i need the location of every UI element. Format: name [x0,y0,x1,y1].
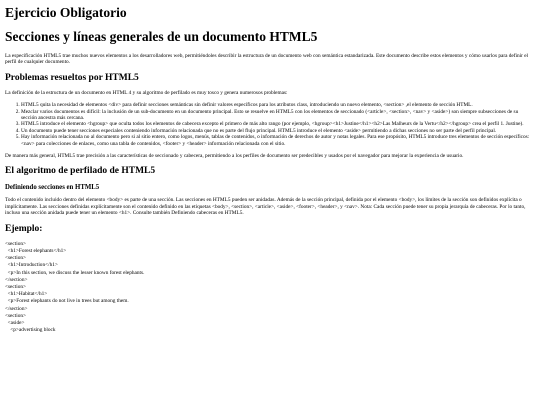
code-line: <section> [5,312,26,319]
problems-intro: La definición de la estructura de un documento en HTML 4 y su algoritmo de perfilado es muy tosco y genera numerosos problemas: [5,89,288,96]
list-item: 1. HTML5 quita la necesidad de elementos <div> para definir secciones semánticas sin definir valores específicos para los atributos class, introduciendo un nuevo elemento, <section> ,el elemento de sección HTML. [21,102,535,108]
problems-heading: Problemas resueltos por HTML5 [5,72,139,83]
list-item: 4. Un documento puede tener secciones especiales conteniendo información relacionada que no es parte del flujo principal. HTML5 introduce el elemento <aside> permitiendo a dichas secciones no ser parte del perfil principal. [21,128,535,134]
document-title: Secciones y líneas generales de un documento HTML5 [5,29,318,44]
code-line: <section> [5,255,26,262]
list-item: 2. Mezclar varios documentos es difícil: la inclusión de un sub-documento en un documento principal. Esto se resuelve en HTML5 con los elementos de seccionado (<article>, <section>, <nav> y <aside>) son siempre subsecciones de su sección ancestra más cercana. [21,109,535,122]
list-item: 3. HTML5 introduce el elemento <hgroup> que oculta todos los elementos de cabecera excepto el primero de más alto rango (por ejemplo, <hgroup><h1>Justine</h1><h2>Las Malheurs de la Vertu</h2></hgroup> crea el perfil 1. Justine). [21,121,535,127]
algorithm-subheading: Definiendo secciones en HTML5 [5,184,100,192]
problems-closing: De manera más general, HTML5 trae precisión a las características de seccionado y cabecera, permitiendo a los perfiles de documento ser predecibles y usados por el navegador para mejorar la experiencia de usuario. [5,153,464,160]
example-code [5,241,535,335]
code-line: <h1>Introduction</h1> [5,262,58,269]
code-line: <section> [5,240,26,247]
code-line: <p>Forest elephants do not live in trees but among them. [5,298,129,305]
algorithm-heading: El algoritmo de perfilado de HTML5 [5,166,156,177]
code-line: </section> [5,276,28,283]
code-line: <section> [5,283,26,290]
code-line: </section> [5,305,28,312]
code-line: <p>advertising block [5,327,56,334]
example-heading: Ejemplo: [5,223,43,234]
code-line: <p>In this section, we discuss the lesser known forest elephants. [5,269,145,276]
algorithm-paragraph: Todo el contenido incluido dentro del elemento <body> es parte de una sección. Las secciones en HTML5 pueden ser anidadas. Además de la sección principal, definida por el elemento <body>, los límites de la sección son definidos explícita o implícitamente. Las secciones definidas explícitamente son el contenido definido en las etiquetas <body>, <section>, <article>, <aside>, <footer>, <header>, y <nav>. Nota: Cada sección puede tener su propia jerarquía de cabeceras. Por lo tanto, incluso una sección anidada puede tener un elemento <h1>. Consulte también Definiendo cabeceras en HTML5. [5,197,526,217]
code-line: <h1>Habitat</h1> [5,291,48,298]
site-title: Ejercicio Obligatorio [5,5,127,20]
code-line: <aside> [5,319,25,326]
code-line: <h1>Forest elephants</h1> [5,247,67,254]
intro-paragraph: La especificación HTML5 trae muchos nuevos elementos a los desarrolladores web, permitiéndoles describir la estructura de un documento web con semántica estandarizada. Este documento describe estos elementos y cómo usarlos para definir el perfil de cualquier documento. [5,53,529,66]
problems-list [5,102,535,147]
list-item: 5. Hay información relacionada no al documento pero si al sitio entero, como logos, menús, tablas de contenidos, o información de derechos de autor y notas legales. Para ese propósito, HTML5 introduce tres elementos de sección específicos: <nav> para colecciones de enlaces, como una tabla de contenidos, <footer> y <header> información relacionada con el sitio. [21,134,535,147]
